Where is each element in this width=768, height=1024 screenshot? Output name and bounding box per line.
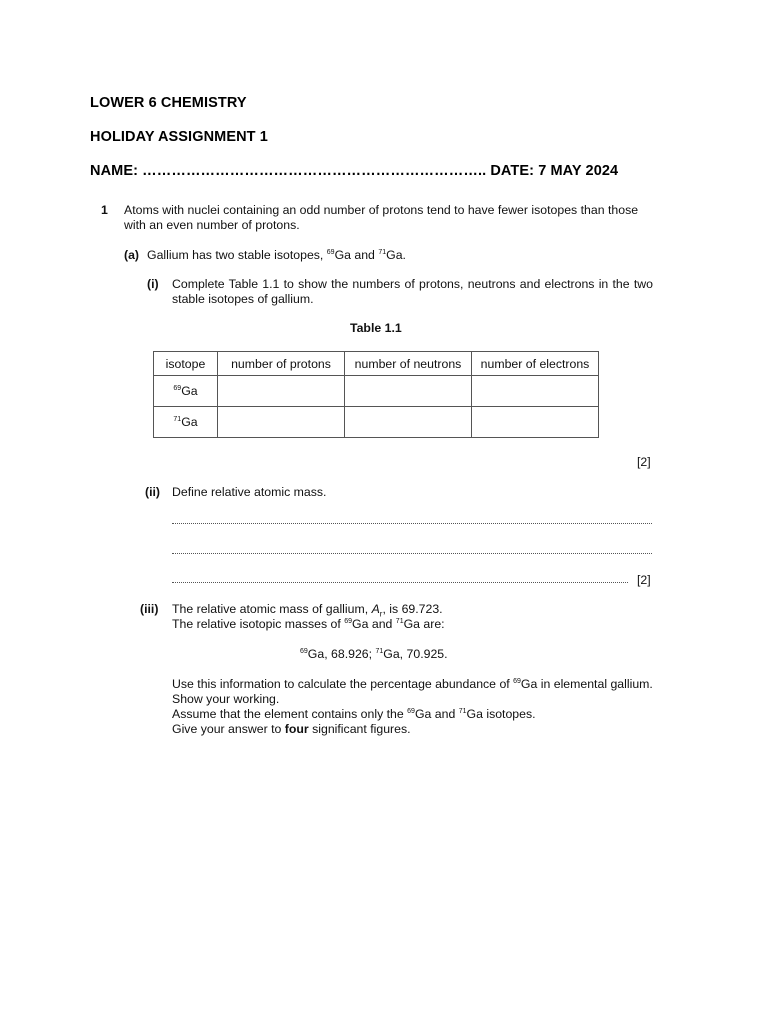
table-header-electrons: number of electrons [472, 352, 599, 376]
table-row [154, 407, 599, 438]
question-number: 1 [101, 203, 108, 217]
answer-cell[interactable] [218, 376, 345, 407]
table-caption: Table 1.1 [350, 321, 402, 335]
part-a-label: (a) [124, 248, 140, 262]
assignment-title: HOLIDAY ASSIGNMENT 1 [90, 129, 268, 145]
part-ii-text: Define relative atomic mass. [172, 485, 327, 499]
answer-line[interactable] [172, 552, 652, 554]
name-date-line: NAME: …………………………………………………………….. DATE: 7 MAY 2024 [90, 163, 619, 179]
part-i-text: Complete Table 1.1 to show the numbers of protons, neutrons and electrons in the two stable isotopes of gallium. [172, 277, 653, 306]
answer-cell[interactable] [472, 407, 599, 438]
answer-line[interactable] [172, 522, 652, 524]
answer-cell[interactable] [345, 376, 472, 407]
isotope-table [153, 351, 599, 438]
instruction-line2: Show your working. [172, 692, 280, 706]
table-header-protons: number of protons [218, 352, 345, 376]
part-iii-line1: The relative atomic mass of gallium, $A_r$, is 69.723. [172, 602, 443, 619]
isotope-cell: $^{69}$Ga [154, 376, 218, 407]
isotopic-masses: $^{69}$Ga, 68.926; $^{71}$Ga, 70.925. [300, 647, 448, 661]
instruction-line3: Assume that the element contains only the $^{69}$Ga and $^{71}$Ga isotopes. [172, 707, 536, 721]
part-ii-label: (ii) [145, 485, 161, 499]
table-header-row [154, 352, 599, 376]
document-title: LOWER 6 CHEMISTRY [90, 95, 247, 111]
instruction-line1: Use this information to calculate the percentage abundance of $^{69}$Ga in elemental gallium. [172, 677, 653, 691]
table-row [154, 376, 599, 407]
answer-cell[interactable] [345, 407, 472, 438]
table-header-isotope: isotope [154, 352, 218, 376]
isotope-cell: $^{71}$Ga [154, 407, 218, 438]
table-header-neutrons: number of neutrons [345, 352, 472, 376]
marks-part-ii: [2] [637, 573, 651, 587]
answer-cell[interactable] [472, 376, 599, 407]
answer-line[interactable] [172, 581, 628, 583]
part-i-label: (i) [147, 277, 159, 291]
instruction-line4: Give your answer to four significant figures. [172, 722, 411, 736]
answer-cell[interactable] [218, 407, 345, 438]
marks-part-i: [2] [637, 455, 651, 469]
part-a-text: Gallium has two stable isotopes, $^{69}$Ga and $^{71}$Ga. [147, 248, 406, 262]
question-intro: Atoms with nuclei containing an odd number of protons tend to have fewer isotopes than those with an even number of protons. [124, 203, 639, 232]
part-iii-label: (iii) [140, 602, 159, 616]
part-iii-line2: The relative isotopic masses of $^{69}$Ga and $^{71}$Ga are: [172, 617, 445, 631]
